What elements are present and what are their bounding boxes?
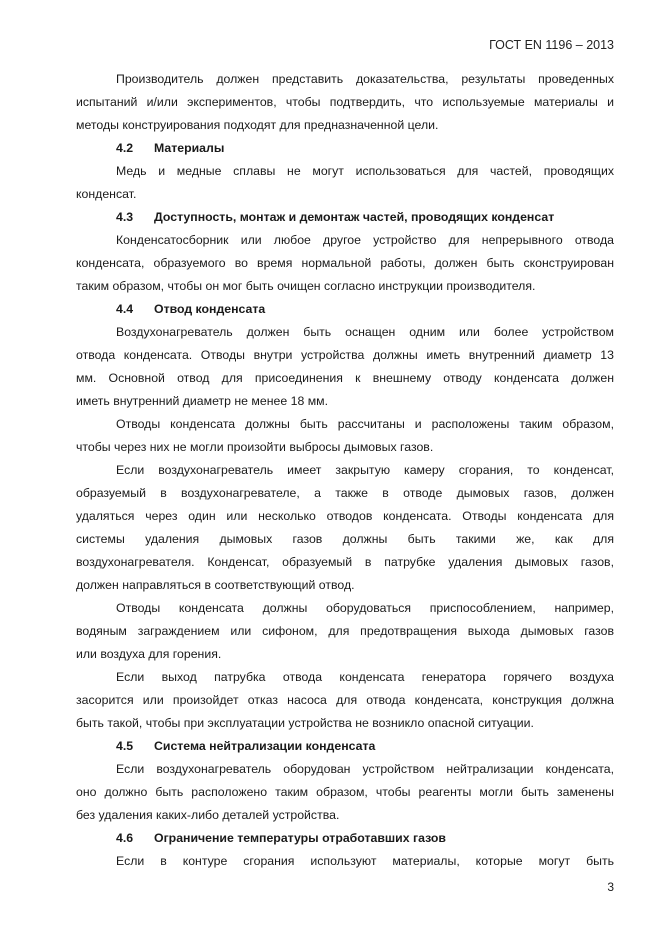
- text-line: водяным заграждением или сифоном, для предотвращения выхода дымовых газов: [76, 624, 614, 638]
- text-line: удаляться через один или несколько отводов конденсата. Отводы конденсата для: [76, 509, 614, 523]
- section-number: 4.3: [116, 210, 134, 224]
- section-title: Отвод конденсата: [154, 302, 266, 316]
- section-heading-4-3: [76, 206, 614, 229]
- text-line: Отводы конденсата должны оборудоваться приспособлением, например,: [116, 601, 614, 615]
- text-line: засорится или произойдет отказ насоса для отвода конденсата, конструкция должна: [76, 693, 614, 707]
- text-line: Если воздухонагреватель оборудован устройством нейтрализации конденсата,: [116, 762, 614, 776]
- text-line: Если воздухонагреватель имеет закрытую камеру сгорания, то конденсат,: [116, 463, 614, 477]
- section-number: 4.5: [116, 739, 134, 753]
- section-title: Доступность, монтаж и демонтаж частей, проводящих конденсат: [154, 210, 555, 224]
- text-line: чтобы через них не могли произойти выбросы дымовых газов.: [76, 440, 434, 454]
- document-body: [76, 68, 614, 873]
- page-number: 3: [607, 880, 614, 894]
- text-line: Медь и медные сплавы не могут использоваться для частей, проводящих: [116, 164, 614, 178]
- section-title: Система нейтрализации конденсата: [154, 739, 376, 753]
- text-line: Производитель должен представить доказательства, результаты проведенных: [116, 72, 614, 86]
- section-heading-4-4: [76, 298, 614, 321]
- text-line: или воздуха для горения.: [76, 647, 222, 661]
- text-line: без удаления каких-либо деталей устройства.: [76, 808, 340, 822]
- text-line: методы конструирования подходят для предназначенной цели.: [76, 118, 439, 132]
- text-line: Отводы конденсата должны быть рассчитаны и расположены таким образом,: [116, 417, 614, 431]
- section-heading-4-6: [76, 827, 614, 850]
- text-line: оно должно быть расположено таким образом, чтобы реагенты могли быть заменены: [76, 785, 614, 799]
- text-line: должен направляться в соответствующий отвод.: [76, 578, 355, 592]
- text-line: быть такой, чтобы при эксплуатации устройства не возникло опасной ситуации.: [76, 716, 534, 730]
- text-line: Если в контуре сгорания используют материалы, которые могут быть: [116, 854, 614, 868]
- section-title: Материалы: [154, 141, 225, 155]
- text-line: таким образом, чтобы он мог быть очищен согласно инструкции производителя.: [76, 279, 536, 293]
- text-line: мм. Основной отвод для присоединения к внешнему отводу конденсата должен: [76, 371, 614, 385]
- section-number: 4.4: [116, 302, 134, 316]
- standard-header: ГОСТ EN 1196 – 2013: [489, 38, 614, 52]
- text-line: образуемый в воздухонагревателе, а также в отводе дымовых газов, должен: [76, 486, 614, 500]
- section-number: 4.6: [116, 831, 134, 845]
- text-line: системы удаления дымовых газов должны быть такими же, как для: [76, 532, 614, 546]
- text-line: конденсата, образуемого во время нормальной работы, должен быть сконструирован: [76, 256, 614, 270]
- text-line: Если выход патрубка отвода конденсата генератора горячего воздуха: [116, 670, 614, 684]
- section-title: Ограничение температуры отработавших газов: [154, 831, 446, 845]
- text-line: воздухонагревателя. Конденсат, образуемый в патрубке удаления дымовых газов,: [76, 555, 614, 569]
- text-line: конденсат.: [76, 187, 137, 201]
- text-line: испытаний и/или экспериментов, чтобы подтвердить, что используемые материалы и: [76, 95, 614, 109]
- text-line: Воздухонагреватель должен быть оснащен одним или более устройством: [116, 325, 614, 339]
- section-heading-4-2: [76, 137, 614, 160]
- section-heading-4-5: [76, 735, 614, 758]
- section-number: 4.2: [116, 141, 134, 155]
- text-line: Конденсатосборник или любое другое устройство для непрерывного отвода: [116, 233, 614, 247]
- text-line: отвода конденсата. Отводы внутри устройства должны иметь внутренний диаметр 13: [76, 348, 614, 362]
- text-line: иметь внутренний диаметр не менее 18 мм.: [76, 394, 329, 408]
